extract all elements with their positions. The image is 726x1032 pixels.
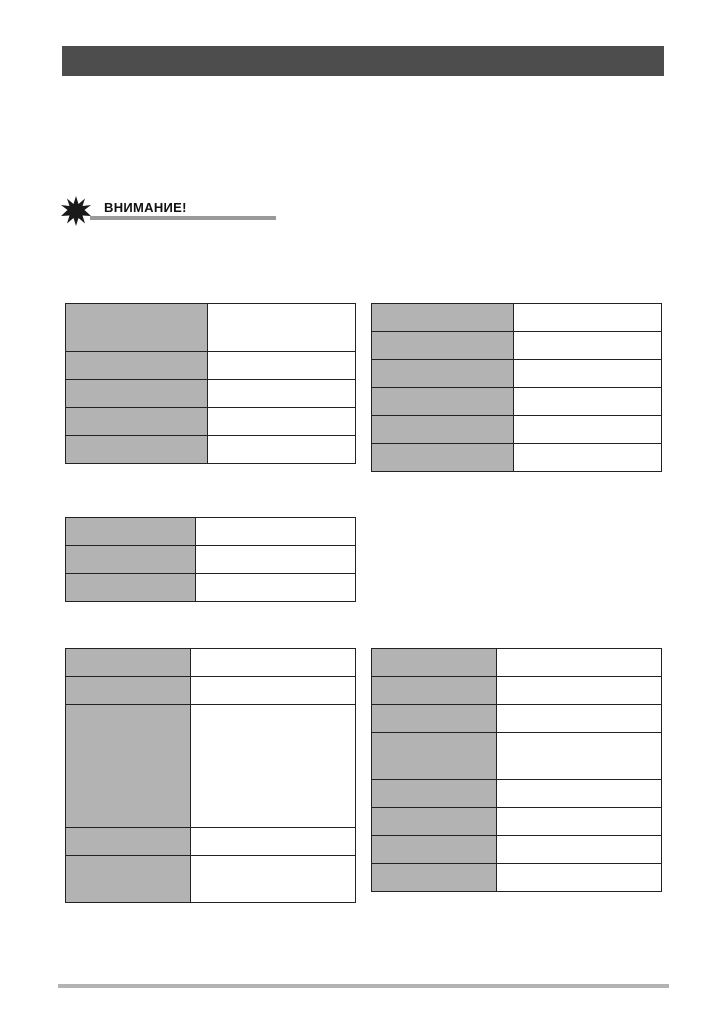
table-key-cell	[372, 733, 497, 780]
table-key-cell	[66, 352, 208, 380]
section-header-bar	[62, 46, 664, 76]
table-key-cell	[372, 649, 497, 677]
table-row	[372, 677, 662, 705]
table-row	[66, 408, 356, 436]
table-key-cell	[372, 360, 514, 388]
table-value-cell	[514, 332, 662, 360]
table-key-cell	[66, 856, 191, 903]
table-key-cell	[372, 332, 514, 360]
table-key-cell	[66, 518, 196, 546]
spec-table-4	[65, 648, 356, 903]
table-row	[66, 380, 356, 408]
table-value-cell	[514, 416, 662, 444]
table-key-cell	[372, 864, 497, 892]
table-value-cell	[191, 649, 356, 677]
table-value-cell	[196, 574, 356, 602]
table-value-cell	[208, 380, 356, 408]
table-key-cell	[372, 677, 497, 705]
spec-table-5	[371, 648, 662, 892]
table-value-cell	[514, 444, 662, 472]
table-row	[372, 808, 662, 836]
table-row	[66, 856, 356, 903]
table-value-cell	[196, 546, 356, 574]
table-row	[372, 649, 662, 677]
table-value-cell	[497, 733, 662, 780]
table-key-cell	[66, 705, 191, 828]
table-value-cell	[497, 649, 662, 677]
table-key-cell	[372, 444, 514, 472]
table-key-cell	[372, 836, 497, 864]
table-value-cell	[497, 677, 662, 705]
table-key-cell	[372, 705, 497, 733]
table-value-cell	[497, 705, 662, 733]
table-value-cell	[514, 388, 662, 416]
table-key-cell	[66, 380, 208, 408]
table-value-cell	[208, 352, 356, 380]
table-row	[372, 304, 662, 332]
table-key-cell	[66, 546, 196, 574]
table-row	[66, 518, 356, 546]
table-row	[66, 574, 356, 602]
caution-heading	[60, 196, 220, 226]
table-key-cell	[372, 304, 514, 332]
table-value-cell	[497, 780, 662, 808]
table-row	[66, 304, 356, 352]
table-value-cell	[196, 518, 356, 546]
footer-rule	[58, 984, 669, 988]
table-row	[372, 705, 662, 733]
table-value-cell	[497, 836, 662, 864]
table-value-cell	[191, 705, 356, 828]
table-row	[372, 332, 662, 360]
table-key-cell	[66, 574, 196, 602]
caution-label: ВНИМАНИЕ!	[104, 200, 187, 215]
spec-table-1	[65, 303, 356, 464]
table-value-cell	[514, 360, 662, 388]
table-row	[372, 444, 662, 472]
table-value-cell	[497, 808, 662, 836]
table-key-cell	[66, 677, 191, 705]
table-value-cell	[208, 408, 356, 436]
table-row	[66, 352, 356, 380]
table-value-cell	[191, 677, 356, 705]
table-key-cell	[66, 408, 208, 436]
table-row	[372, 416, 662, 444]
table-value-cell	[191, 828, 356, 856]
table-value-cell	[497, 864, 662, 892]
table-row	[66, 436, 356, 464]
spec-table-2	[371, 303, 662, 472]
spec-table-3	[65, 517, 356, 602]
table-value-cell	[208, 436, 356, 464]
table-row	[66, 649, 356, 677]
table-row	[66, 677, 356, 705]
table-key-cell	[372, 388, 514, 416]
table-value-cell	[191, 856, 356, 903]
table-key-cell	[372, 808, 497, 836]
table-key-cell	[372, 416, 514, 444]
table-key-cell	[66, 304, 208, 352]
table-value-cell	[514, 304, 662, 332]
table-key-cell	[66, 649, 191, 677]
table-row	[66, 705, 356, 828]
table-row	[372, 864, 662, 892]
table-key-cell	[66, 828, 191, 856]
table-row	[372, 733, 662, 780]
burst-star-icon	[60, 196, 92, 226]
table-row	[66, 828, 356, 856]
table-row	[372, 836, 662, 864]
table-key-cell	[372, 780, 497, 808]
table-row	[66, 546, 356, 574]
table-key-cell	[66, 436, 208, 464]
table-row	[372, 780, 662, 808]
table-row	[372, 360, 662, 388]
table-row	[372, 388, 662, 416]
caution-underline	[90, 216, 276, 220]
table-value-cell	[208, 304, 356, 352]
